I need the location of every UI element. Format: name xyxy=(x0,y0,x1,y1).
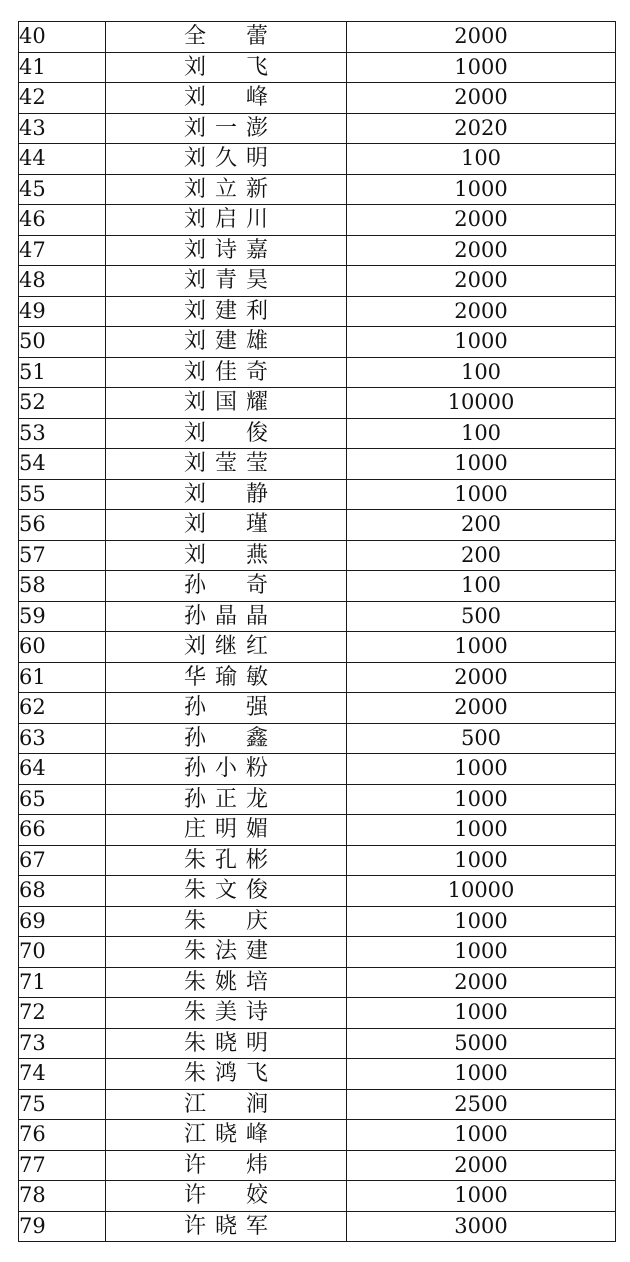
donor-name: 刘 俊 xyxy=(184,420,268,446)
amount-cell: 500 xyxy=(347,723,616,754)
donor-name: 孙小粉 xyxy=(184,756,268,782)
donor-name: 孙 强 xyxy=(184,695,268,721)
table-row xyxy=(19,845,616,876)
name-cell xyxy=(106,693,347,724)
donor-name: 许晓军 xyxy=(184,1213,268,1239)
table-row xyxy=(19,693,616,724)
amount-cell: 2000 xyxy=(347,266,616,297)
donor-name: 刘 峰 xyxy=(184,85,268,111)
donor-name: 朱 庆 xyxy=(184,908,268,934)
name-cell xyxy=(106,174,347,205)
name-cell xyxy=(106,205,347,236)
row-number-cell: 78 xyxy=(19,1181,106,1212)
amount-cell: 1000 xyxy=(347,784,616,815)
row-number-cell: 42 xyxy=(19,83,106,114)
table-row xyxy=(19,632,616,663)
donor-name: 朱文俊 xyxy=(184,878,268,904)
row-number-cell: 65 xyxy=(19,784,106,815)
row-number-cell: 56 xyxy=(19,510,106,541)
row-number-cell: 54 xyxy=(19,449,106,480)
amount-cell: 1000 xyxy=(347,327,616,358)
table-row xyxy=(19,235,616,266)
table-row xyxy=(19,327,616,358)
donor-name: 朱姚培 xyxy=(184,969,268,995)
amount-cell: 10000 xyxy=(347,388,616,419)
amount-cell: 100 xyxy=(347,571,616,602)
table-row xyxy=(19,540,616,571)
table-row xyxy=(19,357,616,388)
amount-cell: 10000 xyxy=(347,876,616,907)
donor-name: 刘青昊 xyxy=(184,268,268,294)
table-row xyxy=(19,601,616,632)
table-row xyxy=(19,784,616,815)
name-cell xyxy=(106,510,347,541)
amount-cell: 1000 xyxy=(347,1059,616,1090)
donor-name: 刘一澎 xyxy=(184,115,268,141)
donor-name: 刘诗嘉 xyxy=(184,237,268,263)
table-row xyxy=(19,754,616,785)
donor-table xyxy=(18,21,616,1242)
donor-name: 朱美诗 xyxy=(184,1000,268,1026)
row-number-cell: 76 xyxy=(19,1120,106,1151)
name-cell xyxy=(106,571,347,602)
name-cell xyxy=(106,937,347,968)
name-cell xyxy=(106,113,347,144)
row-number-cell: 66 xyxy=(19,815,106,846)
row-number-cell: 46 xyxy=(19,205,106,236)
table-row xyxy=(19,510,616,541)
row-number-cell: 73 xyxy=(19,1028,106,1059)
table-row xyxy=(19,205,616,236)
table-row xyxy=(19,22,616,53)
row-number-cell: 74 xyxy=(19,1059,106,1090)
amount-cell: 2500 xyxy=(347,1089,616,1120)
row-number-cell: 77 xyxy=(19,1150,106,1181)
table-row xyxy=(19,1028,616,1059)
donor-name: 刘国耀 xyxy=(184,390,268,416)
name-cell xyxy=(106,449,347,480)
name-cell xyxy=(106,845,347,876)
amount-cell: 2000 xyxy=(347,22,616,53)
amount-cell: 5000 xyxy=(347,1028,616,1059)
donor-name: 朱孔彬 xyxy=(184,847,268,873)
table-row xyxy=(19,449,616,480)
row-number-cell: 43 xyxy=(19,113,106,144)
name-cell xyxy=(106,1120,347,1151)
donor-name: 朱鸿飞 xyxy=(184,1061,268,1087)
name-cell xyxy=(106,1150,347,1181)
name-cell xyxy=(106,296,347,327)
row-number-cell: 57 xyxy=(19,540,106,571)
amount-cell: 1000 xyxy=(347,906,616,937)
donor-name: 许 炜 xyxy=(184,1152,268,1178)
name-cell xyxy=(106,1089,347,1120)
table-row xyxy=(19,479,616,510)
amount-cell: 100 xyxy=(347,144,616,175)
table-row xyxy=(19,418,616,449)
row-number-cell: 59 xyxy=(19,601,106,632)
row-number-cell: 55 xyxy=(19,479,106,510)
donor-name: 刘 飞 xyxy=(184,54,268,80)
row-number-cell: 50 xyxy=(19,327,106,358)
amount-cell: 2000 xyxy=(347,662,616,693)
name-cell xyxy=(106,327,347,358)
amount-cell: 2000 xyxy=(347,693,616,724)
amount-cell: 1000 xyxy=(347,845,616,876)
row-number-cell: 60 xyxy=(19,632,106,663)
row-number-cell: 75 xyxy=(19,1089,106,1120)
row-number-cell: 48 xyxy=(19,266,106,297)
donor-name: 庄明媚 xyxy=(184,817,268,843)
name-cell xyxy=(106,144,347,175)
table-row xyxy=(19,83,616,114)
name-cell xyxy=(106,52,347,83)
name-cell xyxy=(106,662,347,693)
donor-name: 华瑜敏 xyxy=(184,664,268,690)
table-row xyxy=(19,52,616,83)
table-row xyxy=(19,1120,616,1151)
amount-cell: 2000 xyxy=(347,205,616,236)
amount-cell: 2000 xyxy=(347,967,616,998)
name-cell xyxy=(106,1181,347,1212)
name-cell xyxy=(106,418,347,449)
name-cell xyxy=(106,876,347,907)
amount-cell: 2000 xyxy=(347,1150,616,1181)
donor-name: 孙晶晶 xyxy=(184,603,268,629)
donor-name: 刘 瑾 xyxy=(184,512,268,538)
table-row xyxy=(19,967,616,998)
donor-name: 全 蕾 xyxy=(184,24,268,50)
amount-cell: 500 xyxy=(347,601,616,632)
row-number-cell: 68 xyxy=(19,876,106,907)
table-row xyxy=(19,1059,616,1090)
name-cell xyxy=(106,723,347,754)
amount-cell: 1000 xyxy=(347,998,616,1029)
donor-table-body xyxy=(19,22,616,1242)
amount-cell: 1000 xyxy=(347,1120,616,1151)
amount-cell: 1000 xyxy=(347,754,616,785)
amount-cell: 1000 xyxy=(347,1181,616,1212)
amount-cell: 100 xyxy=(347,418,616,449)
amount-cell: 1000 xyxy=(347,632,616,663)
name-cell xyxy=(106,22,347,53)
name-cell xyxy=(106,388,347,419)
row-number-cell: 71 xyxy=(19,967,106,998)
table-row xyxy=(19,815,616,846)
row-number-cell: 45 xyxy=(19,174,106,205)
table-row xyxy=(19,906,616,937)
amount-cell: 1000 xyxy=(347,449,616,480)
name-cell xyxy=(106,235,347,266)
amount-cell: 2000 xyxy=(347,296,616,327)
row-number-cell: 49 xyxy=(19,296,106,327)
row-number-cell: 61 xyxy=(19,662,106,693)
row-number-cell: 67 xyxy=(19,845,106,876)
name-cell xyxy=(106,357,347,388)
donor-name: 朱晓明 xyxy=(184,1030,268,1056)
row-number-cell: 62 xyxy=(19,693,106,724)
name-cell xyxy=(106,1059,347,1090)
donor-name: 刘启川 xyxy=(184,207,268,233)
name-cell xyxy=(106,998,347,1029)
name-cell xyxy=(106,540,347,571)
row-number-cell: 51 xyxy=(19,357,106,388)
row-number-cell: 40 xyxy=(19,22,106,53)
donor-name: 刘继红 xyxy=(184,634,268,660)
table-row xyxy=(19,388,616,419)
donor-name: 刘佳奇 xyxy=(184,359,268,385)
row-number-cell: 69 xyxy=(19,906,106,937)
name-cell xyxy=(106,601,347,632)
donor-name: 江晓峰 xyxy=(184,1122,268,1148)
amount-cell: 200 xyxy=(347,510,616,541)
donor-name: 许 姣 xyxy=(184,1183,268,1209)
donor-name: 刘立新 xyxy=(184,176,268,202)
table-row xyxy=(19,571,616,602)
row-number-cell: 72 xyxy=(19,998,106,1029)
table-row xyxy=(19,113,616,144)
name-cell xyxy=(106,632,347,663)
name-cell xyxy=(106,815,347,846)
name-cell xyxy=(106,83,347,114)
amount-cell: 1000 xyxy=(347,174,616,205)
name-cell xyxy=(106,784,347,815)
row-number-cell: 70 xyxy=(19,937,106,968)
row-number-cell: 47 xyxy=(19,235,106,266)
donor-name: 刘莹莹 xyxy=(184,451,268,477)
amount-cell: 100 xyxy=(347,357,616,388)
amount-cell: 2000 xyxy=(347,83,616,114)
row-number-cell: 52 xyxy=(19,388,106,419)
table-row xyxy=(19,876,616,907)
row-number-cell: 79 xyxy=(19,1211,106,1242)
table-row xyxy=(19,174,616,205)
table-row xyxy=(19,144,616,175)
row-number-cell: 58 xyxy=(19,571,106,602)
donor-name: 刘建利 xyxy=(184,298,268,324)
name-cell xyxy=(106,906,347,937)
donor-name: 刘久明 xyxy=(184,146,268,172)
donor-name: 江 涧 xyxy=(184,1091,268,1117)
table-row xyxy=(19,1150,616,1181)
amount-cell: 2000 xyxy=(347,235,616,266)
table-row xyxy=(19,998,616,1029)
name-cell xyxy=(106,967,347,998)
row-number-cell: 63 xyxy=(19,723,106,754)
donor-name: 孙正龙 xyxy=(184,786,268,812)
table-row xyxy=(19,1089,616,1120)
row-number-cell: 53 xyxy=(19,418,106,449)
table-row xyxy=(19,1211,616,1242)
table-row xyxy=(19,937,616,968)
amount-cell: 200 xyxy=(347,540,616,571)
row-number-cell: 64 xyxy=(19,754,106,785)
donor-name: 孙 鑫 xyxy=(184,725,268,751)
name-cell xyxy=(106,1211,347,1242)
name-cell xyxy=(106,754,347,785)
table-row xyxy=(19,723,616,754)
donor-name: 朱法建 xyxy=(184,939,268,965)
name-cell xyxy=(106,479,347,510)
amount-cell: 1000 xyxy=(347,815,616,846)
row-number-cell: 41 xyxy=(19,52,106,83)
donor-name: 孙 奇 xyxy=(184,573,268,599)
table-row xyxy=(19,1181,616,1212)
table-row xyxy=(19,266,616,297)
name-cell xyxy=(106,1028,347,1059)
donor-name: 刘 静 xyxy=(184,481,268,507)
amount-cell: 3000 xyxy=(347,1211,616,1242)
amount-cell: 1000 xyxy=(347,479,616,510)
donor-name: 刘建雄 xyxy=(184,329,268,355)
table-row xyxy=(19,662,616,693)
row-number-cell: 44 xyxy=(19,144,106,175)
donor-name: 刘 燕 xyxy=(184,542,268,568)
table-row xyxy=(19,296,616,327)
amount-cell: 2020 xyxy=(347,113,616,144)
amount-cell: 1000 xyxy=(347,52,616,83)
amount-cell: 1000 xyxy=(347,937,616,968)
name-cell xyxy=(106,266,347,297)
